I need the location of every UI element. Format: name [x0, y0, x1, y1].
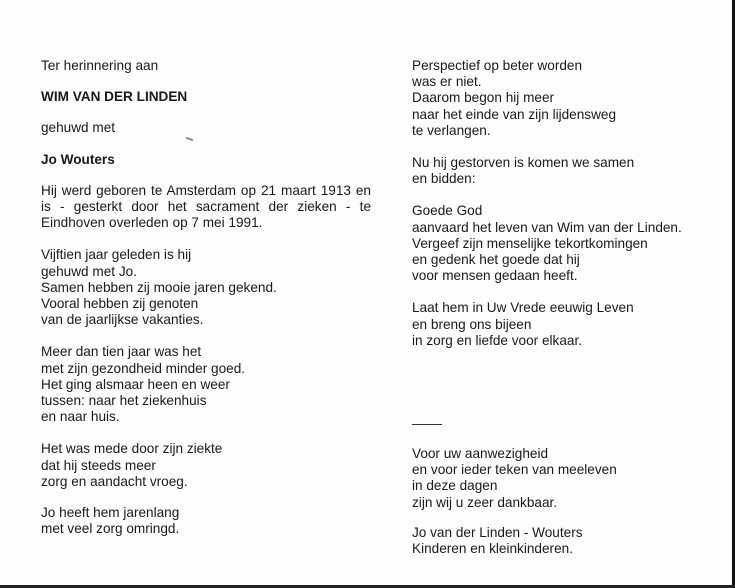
deceased-name: WIM VAN DER LINDEN [41, 89, 188, 105]
right-column [412, 58, 722, 349]
marriage-paragraph: Vijftien jaar geleden is hij gehuwd met Jo. Samen hebben zij mooie jaren gekend. Vooral hebben zij genoten van de jaarlijkse vakanties. [41, 247, 277, 328]
health-paragraph: Meer dan tien jaar was het met zijn gezondheid minder goed. Het ging alsmaar heen en weer tussen: naar het ziekenhuis en naar huis. [41, 344, 246, 425]
birth-death-paragraph: Hij werd geboren te Amsterdam op 21 maart 1913 en is - gesterkt door het sacrament der zieken - te Eindhoven overleden op 7 mei 1991. [41, 182, 371, 231]
peace-paragraph: Laat hem in Uw Vrede eeuwig Leven en breng ons bijeen in zorg en liefde voor elkaar. [412, 300, 634, 348]
prayer-intro-paragraph: Nu hij gestorven is komen we samen en bidden: [412, 155, 635, 187]
intro-text: Ter herinnering aan [41, 58, 159, 73]
thanks-paragraph: Voor uw aanwezigheid en voor ieder teken van meeleven in deze dagen zijn wij u zeer dankbaar. [412, 446, 617, 510]
spouse-name: Jo Wouters [41, 151, 115, 167]
prayer-paragraph: Goede God aanvaard het leven van Wim van der Linden. Vergeef zijn menselijke tekortkomingen en gedenk het goede dat hij voor mensen gedaan heeft. [412, 203, 682, 284]
married-text: gehuwd met [41, 120, 116, 136]
left-column [41, 58, 371, 537]
perspective-paragraph: Perspectief op beter worden was er niet. Daarom begon hij meer naar het einde van zijn lijdensweg te verlangen. [412, 58, 617, 138]
family-signature: Jo van der Linden - Wouters Kinderen en kleinkinderen. [412, 525, 583, 557]
care-paragraph: Het was mede door zijn ziekte dat hij steeds meer zorg en aandacht vroeg. [41, 441, 223, 489]
spouse-care-paragraph: Jo heeft hem jarenlang met veel zorg omringd. [41, 505, 180, 537]
divider-line [412, 424, 442, 425]
